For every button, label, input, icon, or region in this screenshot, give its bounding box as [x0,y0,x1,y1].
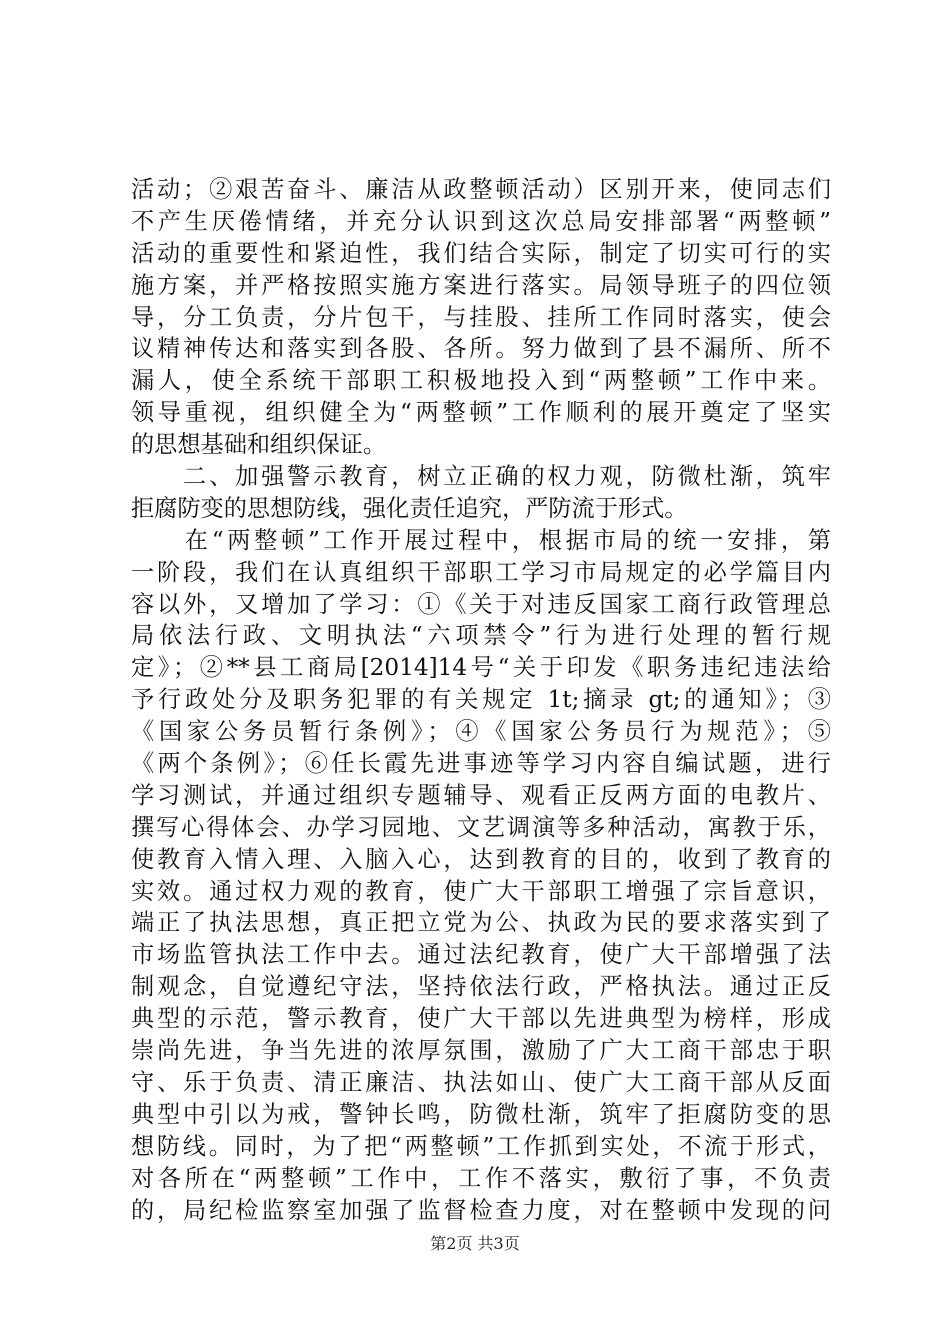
text-line: 使教育入情入理、入脑入心，达到教育的目的，收到了教育的 [131,845,831,873]
page-footer: 第2页 共3页 [430,1234,520,1253]
text-line: 端正了执法思想，真正把立党为公、执政为民的要求落实到了 [131,909,831,937]
text-line: 《国家公务员暂行条例》；④《国家公务员行为规范》；⑤ [131,718,831,746]
text-line: 守、乐于负责、清正廉洁、执法如山、使广大工商干部从反面 [131,1068,831,1096]
text-line: 局依法行政、文明执法“六项禁令”行为进行处理的暂行规 [131,622,831,650]
text-line: 在“两整顿”工作开展过程中，根据市局的统一安排，第 [131,526,831,554]
text-line: 制观念，自觉遵纪守法，坚持依法行政，严格执法。通过正反 [131,973,831,1001]
text-line: 活动的重要性和紧迫性，我们结合实际，制定了切实可行的实 [131,239,831,267]
text-line: 市场监管执法工作中去。通过法纪教育，使广大干部增强了法 [131,941,831,969]
text-line: 定》；②**县工商局[2014]14号“关于印发《职务违纪违法给 [131,654,831,682]
text-line: 的，局纪检监察室加强了监督检查力度，对在整顿中发现的问 [131,1196,831,1224]
text-line: 领导重视，组织健全为“两整顿”工作顺利的展开奠定了坚实 [131,399,831,427]
text-line: 的思想基础和组织保证。 [131,431,387,459]
text-line: 漏人，使全系统干部职工积极地投入到“两整顿”工作中来。 [131,367,831,395]
text-line: 典型中引以为戒，警钟长鸣，防微杜渐，筑牢了拒腐防变的思 [131,1100,831,1128]
text-line: 撰写心得体会、办学习园地、文艺调演等多种活动，寓教于乐， [131,813,831,841]
text-line: 活动；②艰苦奋斗、廉洁从政整顿活动）区别开来，使同志们 [131,176,831,203]
text-line: 对各所在“两整顿”工作中，工作不落实，敷衍了事，不负责 [131,1164,831,1192]
document-body [131,174,831,1226]
text-line: 《两个条例》；⑥任长霞先进事迹等学习内容自编试题，进行 [131,750,831,778]
text-line: 拒腐防变的思想防线，强化责任追究，严防流于形式。 [131,494,688,522]
text-line: 实效。通过权力观的教育，使广大干部职工增强了宗旨意识， [131,877,831,905]
text-line: 想防线。同时，为了把“两整顿”工作抓到实处，不流于形式， [131,1132,831,1160]
text-line: 二、加强警示教育，树立正确的权力观，防微杜渐，筑牢 [131,463,831,491]
text-line: 不产生厌倦情绪，并充分认识到这次总局安排部署“两整顿” [131,207,831,235]
text-line: 导，分工负责，分片包干，与挂股、挂所工作同时落实，使会 [131,303,831,331]
text-line: 议精神传达和落实到各股、各所。努力做到了县不漏所、所不 [131,335,831,363]
text-line: 崇尚先进，争当先进的浓厚氛围，激励了广大工商干部忠于职 [131,1037,831,1065]
text-line: 学习测试，并通过组织专题辅导、观看正反两方面的电教片、 [131,781,831,809]
text-line: 予行政处分及职务犯罪的有关规定 1t;摘录 gt;的通知》；③ [131,686,831,714]
text-line: 施方案，并严格按照实施方案进行落实。局领导班子的四位领 [131,271,831,299]
text-line: 容以外，又增加了学习：①《关于对违反国家工商行政管理总 [131,590,831,618]
text-line: 典型的示范，警示教育，使广大干部以先进典型为榜样，形成 [131,1005,831,1033]
text-line: 一阶段，我们在认真组织干部职工学习市局规定的必学篇目内 [131,558,831,586]
